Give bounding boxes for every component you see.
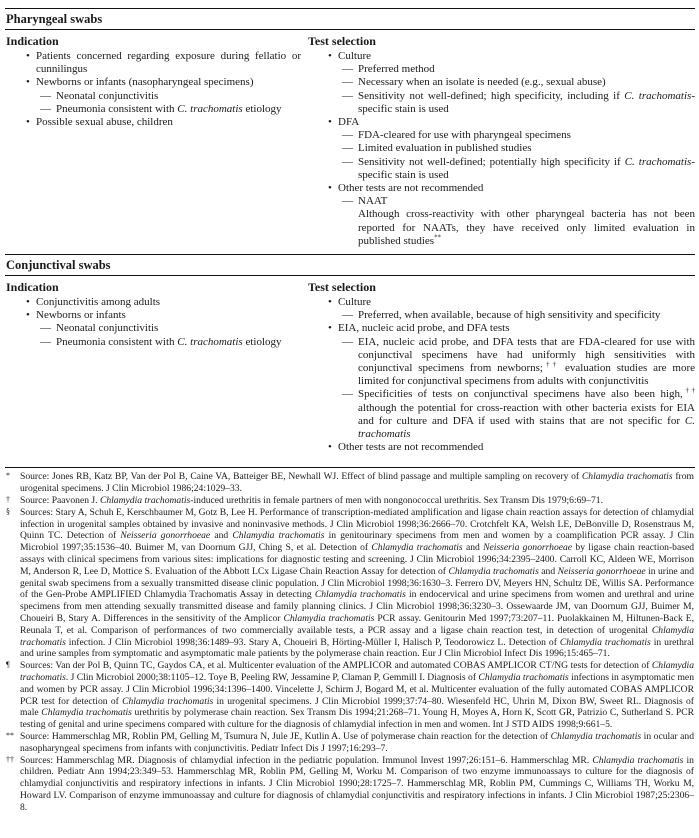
test-selection-column [307,32,695,248]
list-item-text: EIA, nucleic acid probe, and DFA tests that are FDA-cleared for use with conjunctival specimens have had uniformly high sensitivities with conjunctival specimens from newborns;†† evaluation studies are more limited for conjunctival specimens from adults with conjunctivitis [358,335,696,388]
list-item-text: Neonatal conjunctivitis [56,89,159,102]
list-item-text: Other tests are not recommended [338,182,484,195]
list-item [5,296,301,309]
indication-column [5,32,301,248]
list-item [5,90,301,103]
bullet-icon: • [328,116,332,129]
dash-icon: — [342,309,353,322]
list-item-text: Limited evaluation in published studies [358,142,532,155]
list-item [307,296,695,309]
footnote [5,471,694,495]
dash-icon: — [342,335,353,348]
list-item [307,156,695,182]
list-item [5,322,301,335]
pharyngeal-columns [5,30,695,254]
list-item [307,129,695,142]
list-item-text: Although cross-reactivity with other pharyngeal bacteria has not been reported for NAATs, they have received only limited evaluation in published studies** [358,208,695,247]
list-item-text: EIA, nucleic acid probe, and DFA tests [338,322,510,335]
list-item-text: Preferred, when available, because of high sensitivity and specificity [358,309,661,322]
footnote [5,660,694,731]
dash-icon: — [342,63,353,76]
section-title-conjunctival-swabs: Conjunctival swabs [6,258,111,273]
list-item [307,388,695,441]
footnote-text: Sources: Van der Pol B, Quinn TC, Gaydos CA, et al. Multicenter evaluation of the AMPLICOR and automated COBAS AMPLICOR CT/NG tests for detection of Chlamydia trachomatis. J Clin Microbiol 2000;38:1105–12. Toye B, Peeling RW, Jessamine P, Claman P, Gemmill I. Diagnosis of Chlamydia trachomatis infections in asymptomatic men and women by PCR assay. J Clin Microbiol 1996;34:1396–1400. Vincelette J, Schirm J, Bogard M, et al. Multicenter evaluation of the fully automated COBAS AMPLICOR PCR test for detection of Chlamydia trachomatis in urogenital specimens. J Clin Microbiol 1999;37:74–80. Wiesenfeld HC, Uhrin M, Dixon BW, Sweet RL. Diagnosis of male Chlamydia trachomatis urethritis by polymerase chain reaction. Sex Transm Dis 1994;21:268–71. Young H, Moyes A, Horn K, Scott GR, Patrizio C, Sutherland S. PCR testing of genital and urine specimens compared with culture for the diagnosis of chlamydial infection in men and women. Int J STD AIDS 1998;9:661–5. [20,660,694,731]
footnote-text: Source: Paavonen J. Chlamydia trachomatis-induced urethritis in female partners of men with nongonococcal urethritis. Sex Transm Dis 1979;6:69–71. [20,495,604,507]
list-item-text: Pneumonia consistent with C. trachomatis etiology [56,335,282,348]
dash-icon: — [342,155,353,168]
list-item [307,336,695,389]
indication-column [5,278,301,454]
column-heading-indication: Indication [6,280,59,295]
dash-icon: — [342,142,353,155]
column-heading-indication: Indication [6,34,59,48]
dash-icon: — [40,335,51,348]
list-item [307,90,695,116]
column-heading-test-selection: Test selection [308,34,376,48]
dash-icon: — [40,89,51,102]
list-item [5,309,301,322]
list-item [307,322,695,335]
list-item [307,63,695,76]
dash-icon: — [342,388,353,401]
list-item-text: Possible sexual abuse, children [36,116,173,129]
footnote [5,495,694,507]
list-item [5,103,301,116]
bullet-icon: • [328,322,332,335]
footnote-marker: † [6,495,10,505]
dash-icon: — [342,76,353,89]
test-selection-column [307,278,695,454]
conjunctival-columns [5,276,695,460]
list-item [307,50,695,63]
list-item-text: Necessary when an isolate is needed (e.g., sexual abuse) [358,76,606,89]
bullet-icon: • [328,50,332,62]
list-item-text: Preferred method [358,63,435,76]
bullet-icon: • [26,116,30,129]
footnote-marker: * [6,471,10,481]
list-item [307,76,695,89]
list-item [307,116,695,129]
footnote [5,507,694,660]
dash-icon: — [40,102,51,115]
list-item-text: Sensitivity not well-defined; potentially high specificity if C. trachomatis-specific stain is used [358,155,695,181]
list-item-text: Patients concerned regarding exposure during fellatio or cunnilingus [36,50,301,76]
footnote-marker: ¶ [6,660,10,670]
section-title-pharyngeal-swabs: Pharyngeal swabs [6,12,103,26]
dash-icon: — [342,89,353,102]
list-item-text: Newborns or infants [36,309,126,322]
list-item [307,441,695,454]
bullet-icon: • [328,296,332,309]
footnote-marker: § [6,506,10,516]
footnote-text: Sources: Stary A, Schuh E, Kerschbaumer M, Gotz B, Lee H. Performance of transcription-mediated amplification and ligase chain reaction assays for detection of chlamydial infection in urogenital samples obtained by invasive and noninvasive methods. J Clin Microbiol 1998;36:2666–70. Crotchfelt KA, Welsh LE, DeBonville D, Rosenstraus M, Quinn TC. Detection of Neisseria gonorrhoeae and Chlamydia trachomatis in genitourinary specimens from men and women by a coamplification PCR assay. J Clin Microbiol 1997;35:1536–40. Buimer M, van Doornum GJJ, Ching S, et al. Detection of Chlamydia trachomatis and Neisseria gonorrhoeae by ligase chain reaction-based assays with clinical specimens from various sites: implications for diagnostic testing and screening. J Clin Microbiol 1996;34:2395–2400. Carroll KC, Aldeen WE, Morrison M, Anderson R, Lee D, Mottice S. Evaluation of the Abbott LCx Ligase Chain Reaction Assay for detection of Chlamydia trachomatis and Neisseria gonorrhoeae in urine and genital swab specimens from a sexually transmitted disease clinic population. J Clin Microbiol 1998;36:1630–3. Ferrero DV, Meyers HN, Schultz DE, Willis SA. Performance of the Gen-Probe AMPLIFIED Chlamydia Trachomatis Assay in detecting Chlamydia trachomatis in endocervical and urine specimens from women and urethral and urine specimens from men attending sexually transmitted disease and family planning clinics. J Clin Microbiol 1998;36:3230–3. Ossewaarde JM, van Doornum GJJ, Buimer M, Choueiri B, Stary A. Differences in the sensitivity of the Amplicor Chlamydia trachomatis PCR assay. Genitourin Med 1997;73:207–11. Puolakkainen M, Hiltunen-Back E, Reunala T, et al. Comparison of performances of two commercially available tests, a PCR assay and a ligase chain reaction test, in detection of urogenital Chlamydia trachomatis infection. J Clin Microbiol 1998;36:1489–93. Stary A, Choueiri B, Hörting-Müller I, Halisch P, Teodorowicz L. Detection of Chlamydia trachomatis in urethral and urine samples from symptomatic and asymptomatic male patients by the polymerase chain reaction. Eur J Clin Microbiol Infect Dis 1996;15:465–71. [20,506,695,660]
footnote-text: Source: Hammerschlag MR, Roblin PM, Gelling M, Tsumura N, Jule JE, Kutlin A. Use of polymerase chain reaction for the detection of Chlamydia trachomatis in ocular and nasopharyngeal specimens from infants with conjunctivitis. Pediatr Infect Dis J 1997;16:293–7. [20,731,695,754]
list-item [307,142,695,155]
list-item [307,309,695,322]
list-item [5,50,301,76]
bullet-icon: • [26,50,30,62]
list-item-text: Sensitivity not well-defined; high specificity, including if C. trachomatis-specific stain is used [358,89,696,115]
list-item [307,182,695,195]
bullet-icon: • [328,182,332,195]
list-item [5,76,301,89]
footnote-marker: ** [6,731,14,741]
dash-icon: — [342,129,353,142]
dash-icon: — [342,195,353,208]
list-item-text: NAAT [358,195,388,208]
list-item [5,116,301,129]
footnotes [5,468,695,813]
list-item-text: Pneumonia consistent with C. trachomatis etiology [56,102,282,115]
list-item [5,336,301,349]
dash-icon: — [40,322,51,335]
footnote-marker: †† [6,754,14,764]
list-item-text: Culture [338,50,371,62]
list-item-text: Newborns or infants (nasopharyngeal specimens) [36,76,254,89]
list-item-text: Conjunctivitis among adults [36,296,161,309]
list-item-text: Specificities of tests on conjunctival specimens have also been high,†† although the potential for cross-reaction with other bacteria exists for EIA and for culture and DFA if used with stains that are not specific for C. trachomatis [358,387,696,441]
list-item-text: DFA [338,116,360,129]
bullet-icon: • [26,296,30,309]
column-heading-test-selection: Test selection [308,280,376,295]
list-item-text: Culture [338,296,371,309]
footnote [5,731,694,755]
bullet-icon: • [328,441,332,454]
footnote-text: Source: Jones RB, Katz BP, Van der Pol B, Caine VA, Batteiger BE, Newhall WJ. Effect of blind passage and multiple sampling on recovery of Chlamydia trachomatis from urogenital specimens. J Clin Microbiol 1986;24:1029–33. [20,471,694,495]
bullet-icon: • [26,309,30,322]
list-item-text: FDA-cleared for use with pharyngeal specimens [358,129,571,142]
list-item [307,208,695,248]
list-item-text: Other tests are not recommended [338,441,484,454]
footnote-text: Sources: Hammerschlag MR. Diagnosis of chlamydial infection in the pediatric population. Immunol Invest 1997;26:151–6. Hammerschlag MR. Chlamydia trachomatis in children. Pediatr Ann 1994;23:349–53. Hammerschlag MR, Roblin PM, Gelling M, Worku M. Comparison of two enzyme immunoassays to culture for the diagnosis of chlamydial conjunctivitis and respiratory infections in infants. J Clin Microbiol 1990;28:1725–7. Hammerschlag MR, Roblin PM, Cummings C, Williams TH, Worku M, Howard LV. Comparison of enzyme immunoassay and culture for diagnosis of chlamydial conjunctivitis and respiratory infections in infants. J Clin Microbiol 1987;25:2306–8. [20,754,694,813]
list-item-text: Neonatal conjunctivitis [56,322,159,335]
footnote [5,755,694,814]
bullet-icon: • [26,76,30,89]
list-item [307,195,695,208]
